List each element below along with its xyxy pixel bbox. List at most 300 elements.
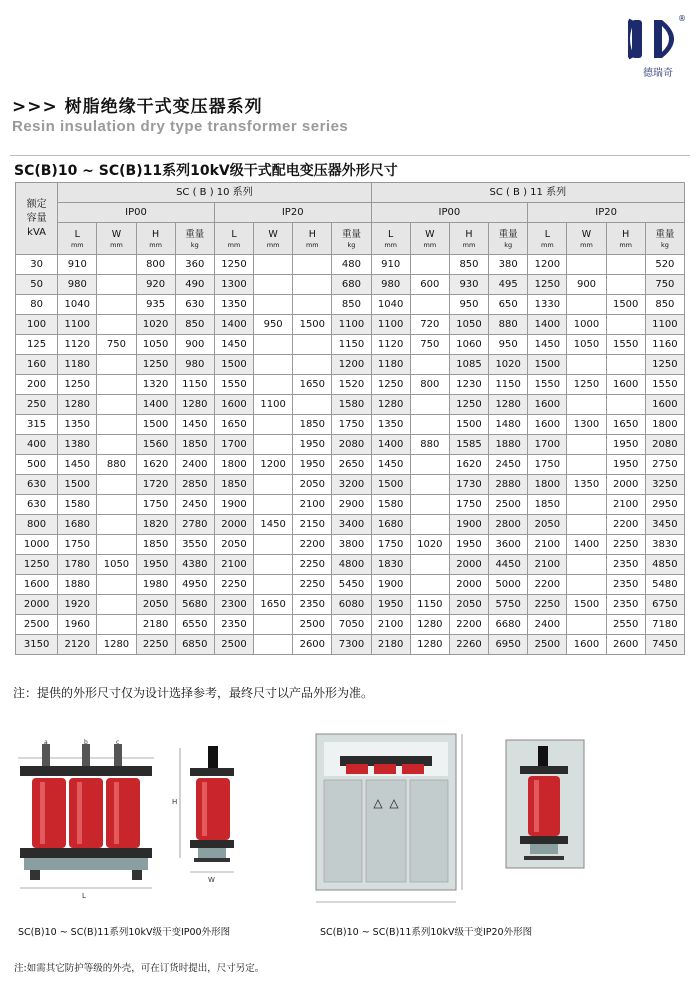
table-cell: 1920 [58,595,97,615]
table-cell: 1085 [449,355,488,375]
table-cell: 1060 [449,335,488,355]
table-cell: 1900 [214,495,253,515]
table-cell: 1500 [449,415,488,435]
table-cell: 1380 [58,435,97,455]
table-cell: 2450 [175,495,214,515]
table-cell: 7050 [332,615,371,635]
table-cell: 2550 [606,615,645,635]
table-row [16,255,685,275]
table-cell: 3400 [332,515,371,535]
ip00-front-drawing [14,738,164,908]
column-header [254,223,293,255]
dimensions-table [15,182,685,655]
table-cell: 1850 [136,535,175,555]
table-cell: 1650 [606,415,645,435]
table-cell: 1020 [136,315,175,335]
table-cell [410,555,449,575]
brand-name: 德瑞奇 [643,68,673,79]
table-cell [293,395,332,415]
column-unit: mm [541,241,554,249]
column-header [410,223,449,255]
rating-cell: 2500 [16,615,58,635]
table-cell: 4800 [332,555,371,575]
table-cell: 1250 [449,395,488,415]
table-cell: 1400 [528,315,567,335]
table-cell [97,595,136,615]
table-cell [254,635,293,655]
table-cell: 1620 [136,455,175,475]
column-unit: mm [384,241,397,249]
table-cell: 6550 [175,615,214,635]
table-row [16,395,685,415]
table-cell: 4950 [175,575,214,595]
table-row [16,315,685,335]
table-cell [293,355,332,375]
table-row [16,495,685,515]
table-cell: 2260 [449,635,488,655]
table-cell [254,415,293,435]
table-cell: 980 [371,275,410,295]
table-cell [567,395,606,415]
column-label: H [622,229,630,240]
table-cell: 2950 [645,495,684,515]
table-row [16,275,685,295]
table-cell: 1950 [371,595,410,615]
table-cell: 1880 [58,575,97,595]
table-cell: 1250 [136,355,175,375]
table-cell: 3550 [175,535,214,555]
rating-cell: 500 [16,455,58,475]
table-cell [254,575,293,595]
table-cell: 880 [410,435,449,455]
table-cell: 1560 [136,435,175,455]
table-cell [567,295,606,315]
table-cell: 2500 [528,635,567,655]
table-cell: 1280 [97,635,136,655]
table-cell: 1580 [371,495,410,515]
brand-logo [628,14,688,84]
table-cell: 1620 [449,455,488,475]
label-h: H [172,798,178,806]
table-cell: 1950 [606,455,645,475]
table-cell: 1500 [606,295,645,315]
table-cell: 2250 [606,535,645,555]
table-cell: 5480 [645,575,684,595]
table-cell: 1580 [332,395,371,415]
table-cell: 2850 [175,475,214,495]
table-cell: 1550 [606,335,645,355]
group-header: IP00 [58,203,215,223]
table-row [16,595,685,615]
table-cell: 1700 [214,435,253,455]
rating-cell: 315 [16,415,58,435]
table-cell: 2200 [606,515,645,535]
table-cell [97,295,136,315]
table-cell [410,455,449,475]
column-header [293,223,332,255]
table-cell: 1230 [449,375,488,395]
table-cell: 980 [175,355,214,375]
table-cell: 1020 [410,535,449,555]
table-cell: 1150 [410,595,449,615]
table-cell: 850 [332,295,371,315]
table-cell: 1350 [567,475,606,495]
column-label: H [308,229,316,240]
footer-note: 注:如需其它防护等级的外壳，可在订货时提出，尺寸另定。 [14,963,265,974]
rating-cell: 80 [16,295,58,315]
table-cell: 2100 [293,495,332,515]
table-cell: 1850 [528,495,567,515]
table-cell: 1400 [567,535,606,555]
column-unit: kg [660,241,669,249]
column-unit: mm [305,241,319,249]
table-cell: 1650 [254,595,293,615]
label-w: W [208,876,215,884]
column-header [136,223,175,255]
table-cell: 2600 [293,635,332,655]
table-cell: 910 [371,255,410,275]
table-cell: 1100 [645,315,684,335]
rating-cell: 200 [16,375,58,395]
table-cell: 1800 [645,415,684,435]
ip20-caption: SC(B)10 ~ SC(B)11系列10kV级干变IP20外形图 [320,927,533,938]
table-cell: 2880 [489,475,528,495]
table-cell: 2600 [606,635,645,655]
column-unit: mm [462,241,476,249]
table-cell: 1320 [136,375,175,395]
rating-cell: 1250 [16,555,58,575]
table-cell: 1950 [293,435,332,455]
column-unit: mm [227,241,241,249]
table-cell: 1350 [58,415,97,435]
table-cell: 1100 [332,315,371,335]
table-cell: 1550 [645,375,684,395]
table-cell [567,255,606,275]
table-cell: 1330 [528,295,567,315]
table-cell: 1050 [136,335,175,355]
table-cell: 3200 [332,475,371,495]
column-label: 重量 [655,229,675,240]
table-cell: 1050 [449,315,488,335]
table-cell [606,255,645,275]
table-cell: 950 [254,315,293,335]
table-cell [97,535,136,555]
table-cell: 1280 [410,615,449,635]
table-cell: 1020 [489,355,528,375]
table-cell [254,615,293,635]
column-header [214,223,253,255]
table-cell: 1300 [214,275,253,295]
table-cell: 1750 [332,415,371,435]
table-row [16,415,685,435]
rating-cell: 630 [16,475,58,495]
table-cell: 750 [645,275,684,295]
label-a: a [44,739,48,746]
table-cell: 600 [410,275,449,295]
table-cell: 980 [58,275,97,295]
table-cell: 1580 [58,495,97,515]
rating-cell: 125 [16,335,58,355]
table-cell: 900 [567,275,606,295]
rating-cell: 1600 [16,575,58,595]
table-cell: 1730 [449,475,488,495]
table-cell: 2000 [449,575,488,595]
table-cell [567,435,606,455]
column-label: L [388,229,394,240]
table-cell: 1880 [489,435,528,455]
table-cell: 2400 [528,615,567,635]
table-cell [293,275,332,295]
table-cell [254,435,293,455]
table-cell: 3800 [332,535,371,555]
label-l: L [82,892,86,900]
column-unit: kg [347,241,356,249]
table-cell: 935 [136,295,175,315]
column-unit: mm [423,241,437,249]
table-cell [567,615,606,635]
table-cell: 920 [136,275,175,295]
table-cell: 520 [645,255,684,275]
column-header [175,223,214,255]
table-cell: 1680 [58,515,97,535]
table-cell: 1600 [645,395,684,415]
table-cell: 2100 [606,495,645,515]
column-label: 重量 [498,229,518,240]
column-unit: mm [266,241,280,249]
column-label: W [425,229,435,240]
column-unit: kg [190,241,199,249]
table-cell: 1750 [371,535,410,555]
table-cell: 1450 [58,455,97,475]
table-cell: 380 [489,255,528,275]
rating-cell: 250 [16,395,58,415]
table-cell: 1950 [293,455,332,475]
table-cell: 900 [175,335,214,355]
table-cell: 360 [175,255,214,275]
table-cell [606,275,645,295]
table-cell: 1160 [645,335,684,355]
table-cell [410,255,449,275]
page-subtitle: Resin insulation dry type transformer series [12,118,349,135]
table-cell [254,355,293,375]
table-row [16,535,685,555]
table-row [16,455,685,475]
column-header [97,223,136,255]
table-cell: 1120 [58,335,97,355]
table-row [16,635,685,655]
table-cell: 1600 [567,635,606,655]
table-cell: 1950 [136,555,175,575]
table-cell: 1150 [332,335,371,355]
table-cell: 2100 [371,615,410,635]
table-cell: 1900 [449,515,488,535]
table-cell: 2100 [214,555,253,575]
table-cell: 1520 [332,375,371,395]
table-cell: 1550 [528,375,567,395]
table-cell [97,575,136,595]
group-header: IP20 [214,203,371,223]
table-cell [97,375,136,395]
table-cell: 680 [332,275,371,295]
table-row [16,355,685,375]
table-cell: 1200 [528,255,567,275]
table-cell: 1250 [528,275,567,295]
table-cell [567,575,606,595]
table-cell: 2300 [214,595,253,615]
table-cell: 1800 [214,455,253,475]
table-cell: 495 [489,275,528,295]
table-cell: 1100 [371,315,410,335]
table-cell: 880 [489,315,528,335]
table-cell: 1650 [293,375,332,395]
column-unit: mm [110,241,123,249]
table-cell: 1650 [214,415,253,435]
group-header: IP00 [371,203,528,223]
table-cell: 2350 [606,595,645,615]
table-cell: 2450 [489,455,528,475]
ip00-caption: SC(B)10 ~ SC(B)11系列10kV级干变IP00外形图 [18,927,231,938]
table-cell: 2120 [58,635,97,655]
table-cell: 1050 [567,335,606,355]
table-cell: 2080 [645,435,684,455]
column-header [449,223,488,255]
table-cell: 1280 [489,395,528,415]
table-title: SC(B)10 ~ SC(B)11系列10kV级干式配电变压器外形尺寸 [14,163,398,179]
table-cell: 1600 [528,415,567,435]
table-cell: 1850 [214,475,253,495]
table-cell: 2200 [449,615,488,635]
table-cell: 2250 [214,575,253,595]
table-cell: 1050 [97,555,136,575]
table-cell [567,515,606,535]
table-cell: 1950 [449,535,488,555]
column-label: 重量 [341,229,361,240]
table-row [16,575,685,595]
column-label: H [465,229,473,240]
table-cell: 1720 [136,475,175,495]
table-cell: 1400 [214,315,253,335]
table-cell: 1500 [371,475,410,495]
column-unit: mm [619,241,633,249]
ip00-side-drawing [172,738,252,898]
table-cell [97,495,136,515]
table-cell: 2080 [332,435,371,455]
table-cell: 1850 [293,415,332,435]
table-cell [254,275,293,295]
table-cell: 1200 [254,455,293,475]
table-cell: 1300 [567,415,606,435]
page-title: >>> 树脂绝缘干式变压器系列 [12,97,263,117]
table-cell: 1800 [528,475,567,495]
table-cell: 2200 [528,575,567,595]
table-cell: 1480 [489,415,528,435]
table-cell: 1600 [214,395,253,415]
table-cell: 850 [645,295,684,315]
table-cell: 630 [175,295,214,315]
table-cell [97,275,136,295]
rating-cell: 630 [16,495,58,515]
column-header [645,223,684,255]
table-cell: 2800 [489,515,528,535]
table-cell: 1000 [567,315,606,335]
divider [10,155,690,156]
table-cell: 490 [175,275,214,295]
table-cell: 480 [332,255,371,275]
table-cell: 1100 [254,395,293,415]
rating-cell: 800 [16,515,58,535]
table-cell: 2750 [645,455,684,475]
table-cell: 7180 [645,615,684,635]
table-cell: 4380 [175,555,214,575]
column-label: W [111,229,122,240]
table-cell: 1250 [58,375,97,395]
table-cell: 1350 [214,295,253,315]
table-cell: 1400 [136,395,175,415]
table-cell: 2650 [332,455,371,475]
rating-cell: 2000 [16,595,58,615]
table-cell [293,295,332,315]
label-b: b [84,739,88,746]
table-cell [606,395,645,415]
rating-cell: 3150 [16,635,58,655]
label-c: c [116,739,120,746]
table-cell [410,515,449,535]
column-unit: kg [504,241,513,249]
table-cell: 1500 [293,315,332,335]
rating-cell: 160 [16,355,58,375]
table-cell: 800 [136,255,175,275]
table-cell: 880 [97,455,136,475]
table-cell: 650 [489,295,528,315]
table-cell: 1450 [214,335,253,355]
table-cell: 1250 [567,375,606,395]
table-cell: 1680 [371,515,410,535]
table-cell: 1120 [371,335,410,355]
table-cell: 1550 [214,375,253,395]
group-header: IP20 [528,203,685,223]
table-cell: 1040 [371,295,410,315]
column-label: H [152,229,160,240]
ip20-side-drawing [500,736,590,886]
table-cell: 6080 [332,595,371,615]
table-cell: 1500 [567,595,606,615]
column-label: L [544,229,550,240]
table-cell: 6850 [175,635,214,655]
table-cell: 2900 [332,495,371,515]
table-cell: 1830 [371,555,410,575]
table-cell: 1150 [175,375,214,395]
table-cell: 2050 [528,515,567,535]
table-cell: 1150 [489,375,528,395]
table-cell: 2250 [136,635,175,655]
table-cell: 1850 [175,435,214,455]
column-header [528,223,567,255]
table-cell [410,355,449,375]
table-cell [606,355,645,375]
table-cell [567,555,606,575]
table-cell [97,615,136,635]
column-label: W [268,229,278,240]
column-unit: mm [70,241,84,249]
registered-mark: ® [678,14,686,23]
rating-cell: 30 [16,255,58,275]
table-cell: 850 [449,255,488,275]
column-label: L [74,229,80,240]
table-cell [254,335,293,355]
rating-header: 额定 容量 kVA [16,183,58,255]
table-cell [410,575,449,595]
design-note: 注：提供的外形尺寸仅为设计选择参考，最终尺寸以产品外形为准。 [13,686,374,700]
